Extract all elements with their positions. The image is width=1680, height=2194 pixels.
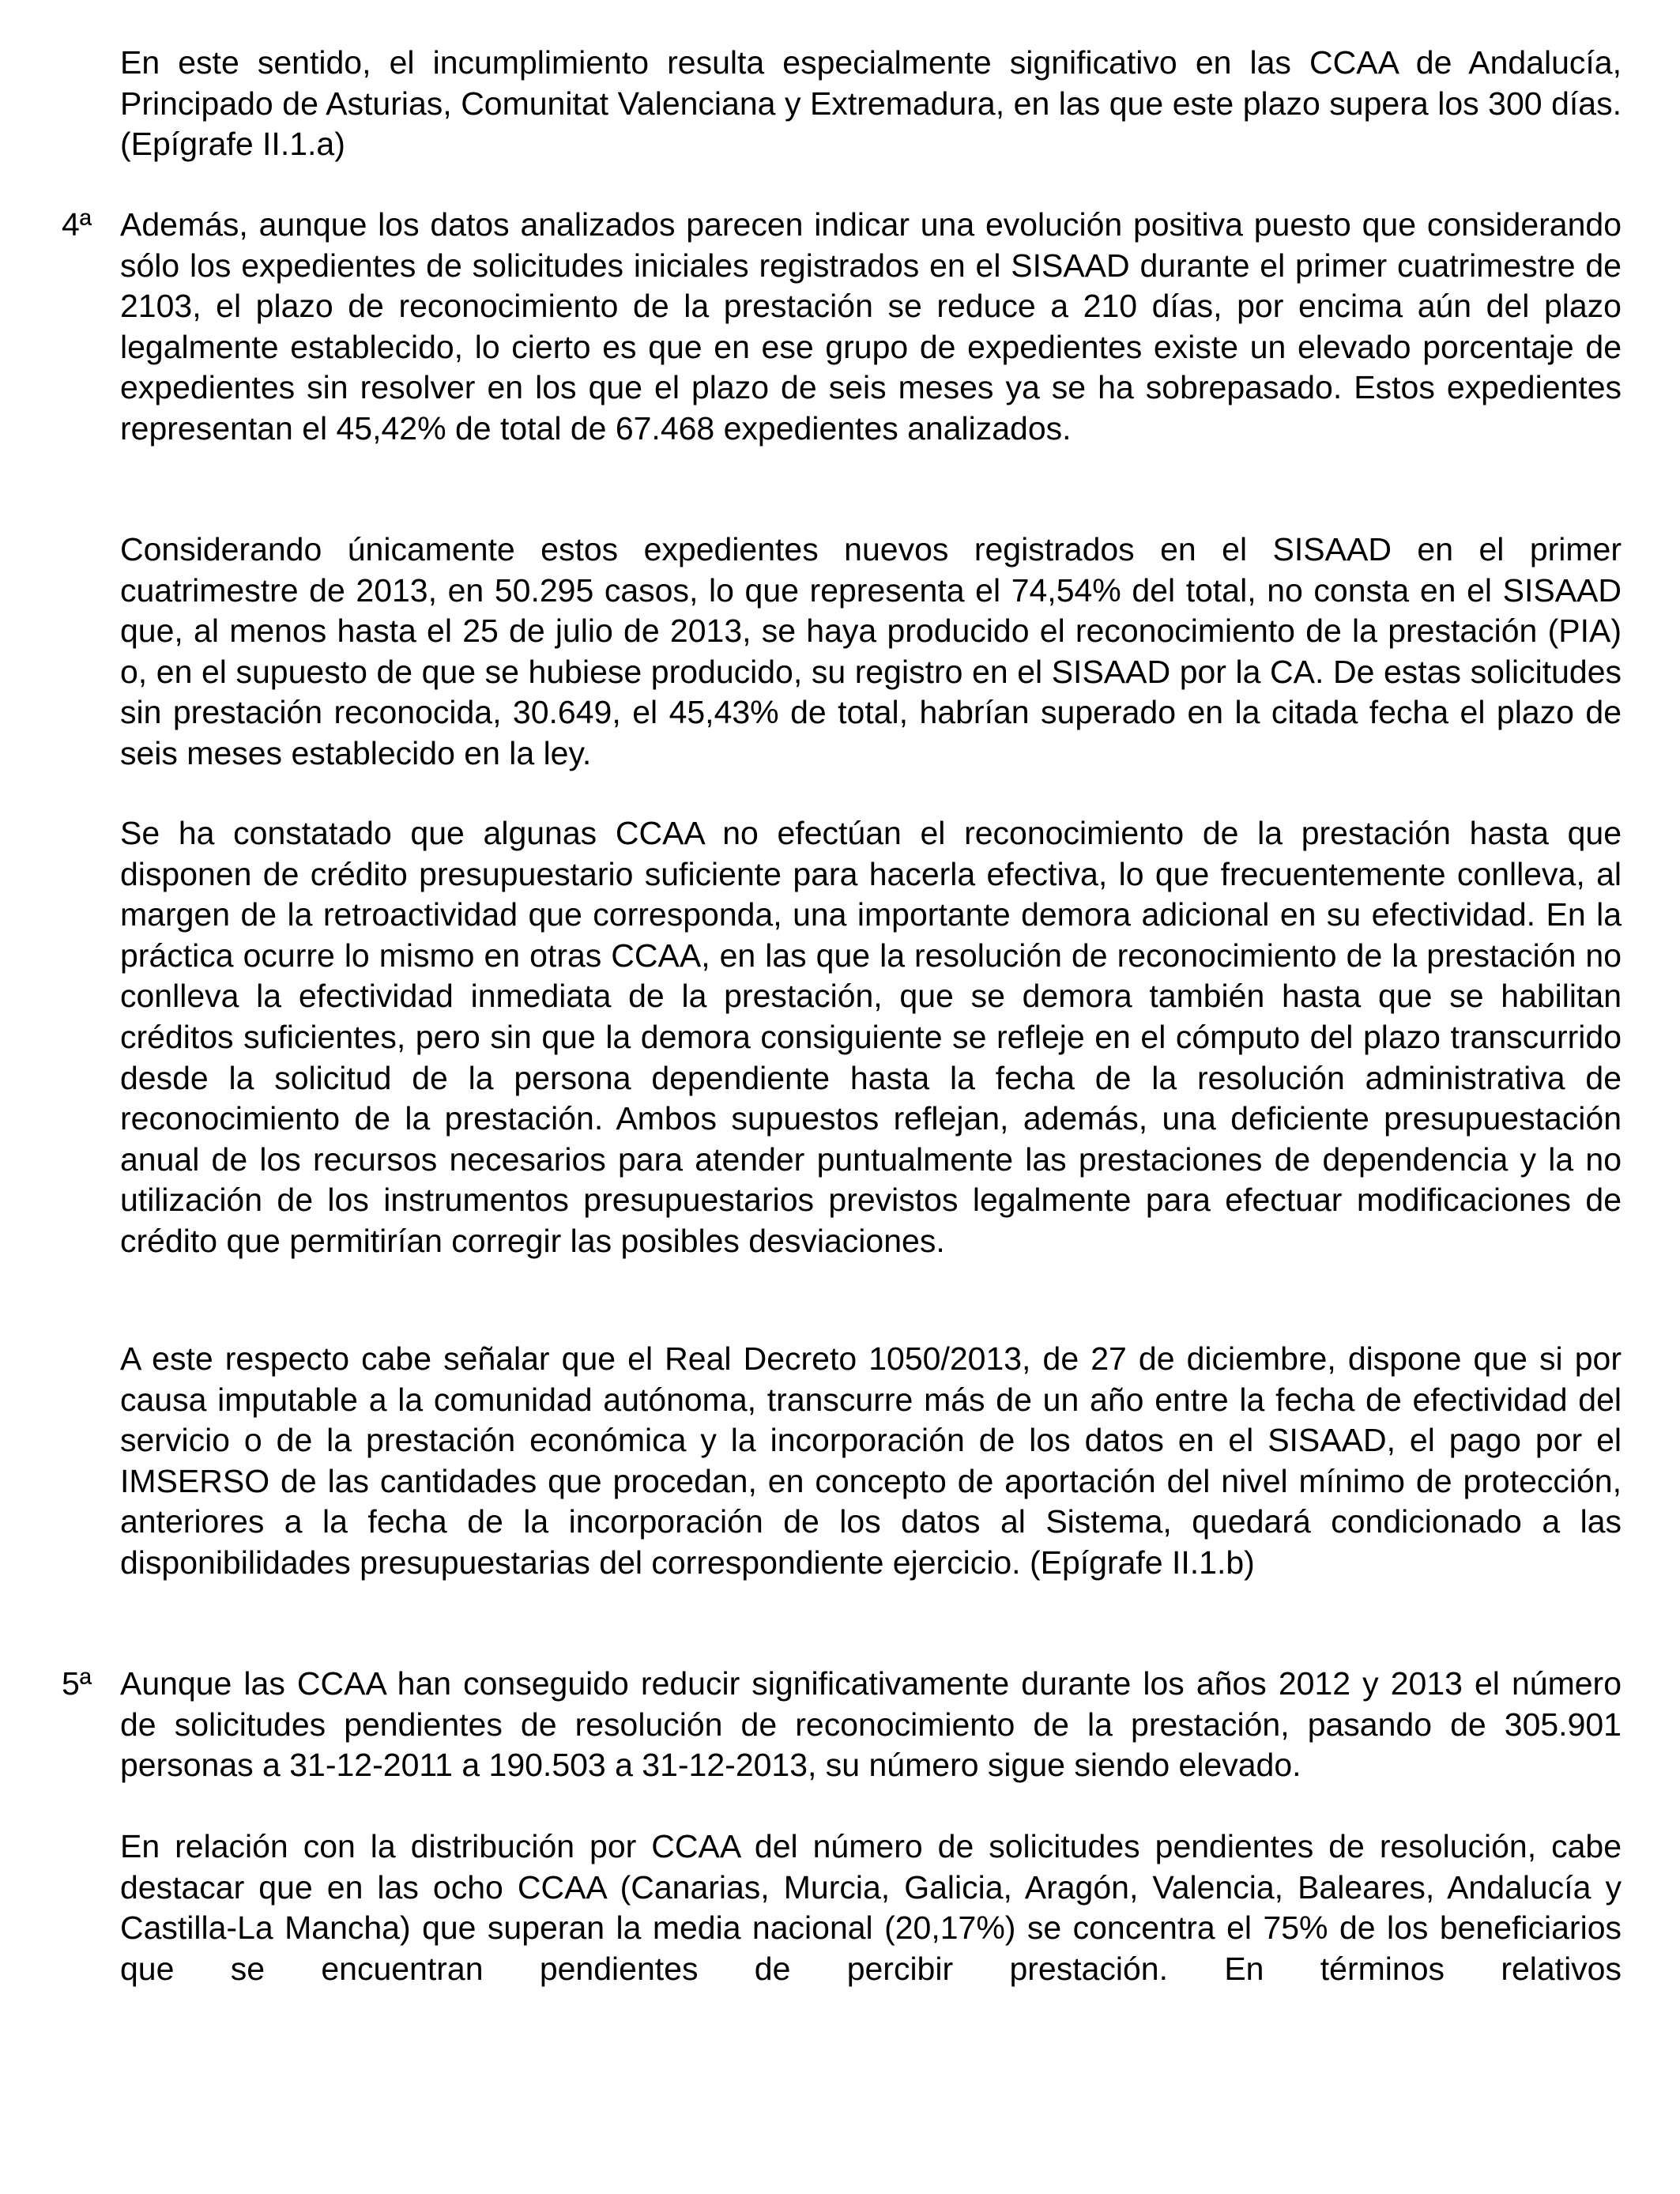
paragraph-6: Aunque las CCAA han conseguido reducir significativamente durante los años 2012 y 2013 el número de solicitudes pendientes de resolución de reconocimiento de la prestación, pasando de 305.901 personas a 31-12-2011 a 190.503 a 31-12-2013, su número sigue siendo elevado. <box>120 1665 1622 1784</box>
paragraph-2: Además, aunque los datos analizados parecen indicar una evolución positiva puesto que considerando sólo los expedientes de solicitudes iniciales registrados en el SISAAD durante el primer cuatrimestre de 2103, el plazo de reconocimiento de la prestación se reduce a 210 días, por encima aún del plazo legalmente establecido, lo cierto es que en ese grupo de expedientes existe un elevado porcentaje de expedientes sin resolver en los que el plazo de seis meses ya se ha sobrepasado. Estos expedientes representan el 45,42% de total de 67.468 expedientes analizados. <box>120 206 1622 447</box>
paragraph-5: A este respecto cabe señalar que el Real Decreto 1050/2013, de 27 de diciembre, dispone que si por causa imputable a la comunidad autónoma, transcurre más de un año entre la fecha de efectividad del servicio o de la prestación económica y la incorporación de los datos en el SISAAD, el pago por el IMSERSO de las cantidades que procedan, en concepto de aportación del nivel mínimo de protección, anteriores a la fecha de la incorporación de los datos al Sistema, quedará condicionado a las disponibilidades presupuestarias del correspondiente ejercicio. (Epígrafe II.1.b) <box>120 1340 1622 1581</box>
paragraph-1: En este sentido, el incumplimiento resulta especialmente significativo en las CCAA de Andalucía, Principado de Asturias, Comunitat Valenciana y Extremadura, en las que este plazo supera los 300 días. (Epígrafe II.1.a) <box>120 44 1622 163</box>
paragraph-7: En relación con la distribución por CCAA del número de solicitudes pendientes de resolución, cabe destacar que en las ocho CCAA (Canarias, Murcia, Galicia, Aragón, Valencia, Baleares, Andalucía y Castilla-La Mancha) que superan la media nacional (20,17%) se concentra el 75% de los beneficiarios que se encuentran pendientes de percibir prestación. En términos relativos <box>120 1828 1622 1987</box>
paragraph-3: Considerando únicamente estos expedientes nuevos registrados en el SISAAD en el primer cuatrimestre de 2013, en 50.295 casos, lo que representa el 74,54% del total, no consta en el SISAAD que, al menos hasta el 25 de julio de 2013, se haya producido el reconocimiento de la prestación (PIA) o, en el supuesto de que se hubiese producido, su registro en el SISAAD por la CA. De estas solicitudes sin prestación reconocida, 30.649, el 45,43% de total, habrían superado en la citada fecha el plazo de seis meses establecido en la ley. <box>120 531 1622 771</box>
paragraph-number-4: 4ª <box>62 206 92 243</box>
paragraph-4: Se ha constatado que algunas CCAA no efectúan el reconocimiento de la prestación hasta que disponen de crédito presupuestario suficiente para hacerla efectiva, lo que frecuentemente conlleva, al margen de la retroactividad que corresponda, una importante demora adicional en su efectividad. En la práctica ocurre lo mismo en otras CCAA, en las que la resolución de reconocimiento de la prestación no conlleva la efectividad inmediata de la prestación, que se demora también hasta que se habilitan créditos suficientes, pero sin que la demora consiguiente se refleje en el cómputo del plazo transcurrido desde la solicitud de la persona dependiente hasta la fecha de la resolución administrativa de reconocimiento de la prestación. Ambos supuestos reflejan, además, una deficiente presupuestación anual de los recursos necesarios para atender puntualmente las prestaciones de dependencia y la no utilización de los instrumentos presupuestarios previstos legalmente para efectuar modificaciones de crédito que permitirían corregir las posibles desviaciones. <box>120 815 1622 1259</box>
paragraph-number-5: 5ª <box>62 1665 92 1702</box>
